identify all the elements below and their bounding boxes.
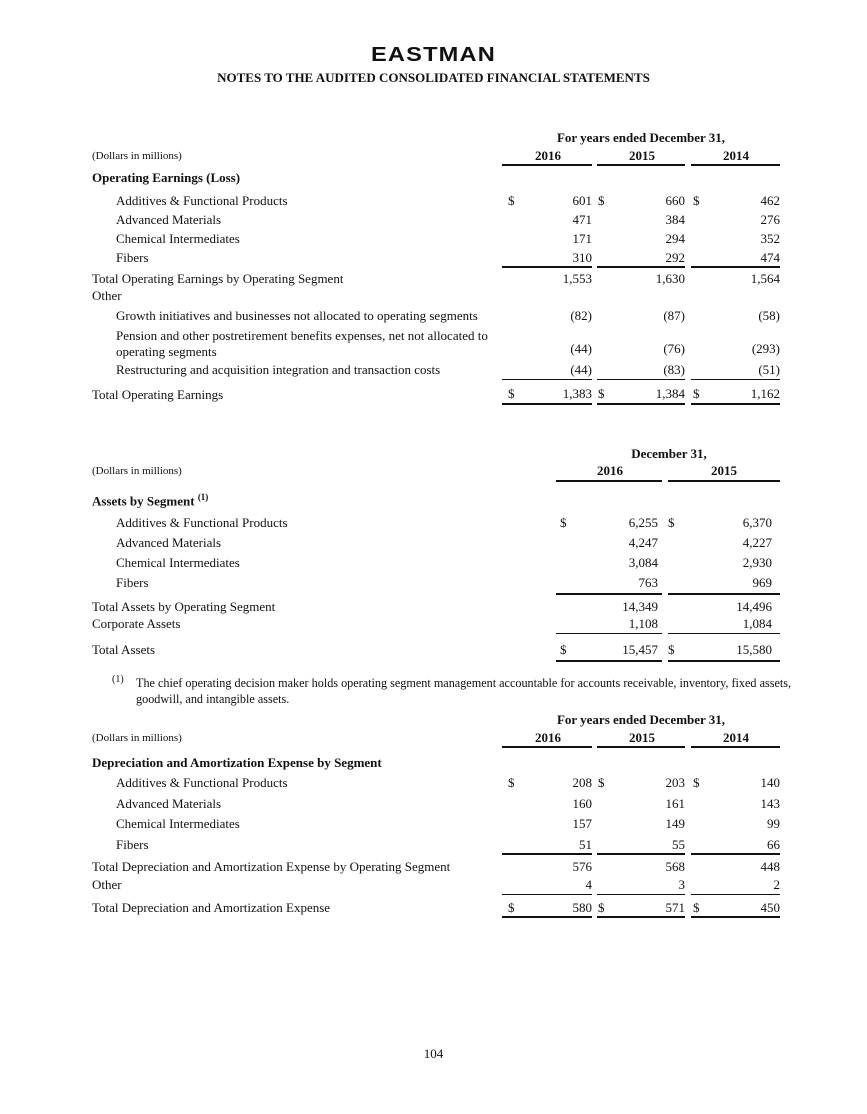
row-label: Chemical Intermediates: [116, 555, 240, 570]
cell-value: (58): [758, 308, 780, 323]
row-label: Restructuring and acquisition integration and transaction costs: [116, 362, 441, 377]
cell-value: (44): [570, 362, 592, 377]
cell-value: 161: [665, 796, 685, 811]
column-rule: [556, 480, 662, 482]
cell-value: 6,255: [628, 515, 658, 530]
cell-value: 4,247: [628, 535, 658, 550]
cell-value: 474: [760, 250, 780, 265]
cell-value: 763: [638, 575, 658, 590]
year-header: 2014: [723, 148, 749, 163]
cell-value: 1,084: [742, 616, 772, 631]
subtotal-rule: [691, 853, 780, 855]
cell-value: (87): [663, 308, 685, 323]
cell-value: 171: [572, 231, 592, 246]
cell-value: 160: [572, 796, 592, 811]
row-label: Total Operating Earnings: [92, 387, 224, 402]
cell-value: 3,084: [628, 555, 658, 570]
cell-value: 580: [572, 900, 592, 915]
cell-value: 3: [678, 877, 685, 892]
company-logo: EASTMAN: [371, 44, 496, 66]
cell-value: 140: [760, 775, 780, 790]
row-label: Total Depreciation and Amortization Expense by Operating Segment: [92, 859, 451, 874]
cell-value: 1,384: [655, 386, 685, 401]
cell-value: 4,227: [742, 535, 772, 550]
cell-value: 149: [665, 816, 685, 831]
cell-value: (293): [751, 341, 780, 356]
subtotal-rule: [502, 853, 592, 855]
cell-value: 352: [760, 231, 780, 246]
row-label: Total Assets: [92, 642, 156, 657]
subtotal-rule: [691, 379, 780, 380]
subtotal-rule: [691, 266, 780, 268]
column-rule: [597, 164, 685, 166]
year-header: 2016: [597, 463, 623, 478]
row-label: Additives & Functional Products: [116, 775, 288, 790]
total-rule: [597, 403, 685, 405]
year-header: 2015: [711, 463, 737, 478]
row-label: Fibers: [116, 575, 149, 590]
cell-value: 15,580: [736, 642, 772, 657]
cell-value: 203: [665, 775, 685, 790]
row-label: Total Assets by Operating Segment: [92, 599, 276, 614]
dollar-sign: $: [693, 775, 700, 790]
row-label: Chemical Intermediates: [116, 816, 240, 831]
column-rule: [502, 746, 592, 748]
row-label: Corporate Assets: [92, 616, 181, 631]
dollar-sign: $: [508, 193, 515, 208]
dollar-sign: $: [560, 515, 567, 530]
page-subtitle: NOTES TO THE AUDITED CONSOLIDATED FINANCIAL STATEMENTS: [217, 70, 650, 85]
cell-value: 310: [572, 250, 592, 265]
section-heading-text: Assets by Segment: [92, 493, 195, 509]
dollar-sign: $: [508, 900, 515, 915]
cell-value: 2: [773, 877, 780, 892]
column-rule: [691, 746, 780, 748]
subtotal-rule: [502, 379, 592, 380]
row-label: Additives & Functional Products: [116, 193, 288, 208]
total-rule: [691, 916, 780, 918]
cell-value: 15,457: [622, 642, 658, 657]
cell-value: 51: [579, 837, 592, 852]
total-rule: [502, 403, 592, 405]
total-rule: [502, 916, 592, 918]
column-rule: [668, 480, 780, 482]
subtotal-rule: [597, 266, 685, 268]
period-header: For years ended December 31,: [556, 130, 726, 145]
row-label: Other: [92, 288, 122, 303]
units-label: (Dollars in millions): [92, 150, 182, 162]
cell-value: (76): [663, 341, 685, 356]
dollar-sign: $: [668, 515, 675, 530]
cell-value: 276: [760, 212, 780, 227]
dollar-sign: $: [508, 386, 515, 401]
cell-value: 450: [760, 900, 780, 915]
column-rule: [597, 746, 685, 748]
cell-value: 1,383: [562, 386, 592, 401]
cell-value: 66: [767, 837, 780, 852]
subtotal-rule: [556, 633, 662, 634]
cell-value: 448: [760, 859, 780, 874]
dollar-sign: $: [598, 775, 605, 790]
units-label: (Dollars in millions): [92, 732, 182, 744]
cell-value: 208: [572, 775, 592, 790]
cell-value: 576: [572, 859, 592, 874]
dollar-sign: $: [693, 900, 700, 915]
row-label: Fibers: [116, 837, 149, 852]
row-label: Pension and other postretirement benefits expenses, net not allocated to: [116, 328, 488, 343]
subtotal-rule: [502, 266, 592, 268]
subtotal-rule: [691, 894, 780, 895]
cell-value: 55: [672, 837, 685, 852]
subtotal-rule: [502, 894, 592, 895]
cell-value: 1,630: [655, 271, 685, 286]
cell-value: 14,349: [622, 599, 658, 614]
year-header: 2015: [629, 730, 655, 745]
subtotal-rule: [597, 853, 685, 855]
cell-value: 143: [760, 796, 780, 811]
dollar-sign: $: [598, 386, 605, 401]
row-label: Advanced Materials: [116, 212, 222, 227]
subtotal-rule: [556, 593, 662, 595]
period-header: For years ended December 31,: [556, 712, 726, 727]
cell-value: 294: [665, 231, 685, 246]
dollar-sign: $: [508, 775, 515, 790]
column-rule: [691, 164, 780, 166]
row-label: Other: [92, 877, 122, 892]
row-label: Total Depreciation and Amortization Expense: [92, 900, 331, 915]
cell-value: 471: [572, 212, 592, 227]
cell-value: 969: [752, 575, 772, 590]
dollar-sign: $: [598, 193, 605, 208]
cell-value: 1,564: [750, 271, 780, 286]
row-label: Chemical Intermediates: [116, 231, 240, 246]
total-rule: [691, 403, 780, 405]
subtotal-rule: [668, 633, 780, 634]
cell-value: 384: [665, 212, 685, 227]
row-label: Additives & Functional Products: [116, 515, 288, 530]
cell-value: 1,108: [628, 616, 658, 631]
cell-value: 660: [665, 193, 685, 208]
cell-value: 157: [572, 816, 592, 831]
cell-value: 571: [665, 900, 685, 915]
cell-value: 292: [665, 250, 685, 265]
row-label: Advanced Materials: [116, 796, 222, 811]
column-rule: [502, 164, 592, 166]
cell-value: 99: [767, 816, 780, 831]
year-header: 2014: [723, 730, 749, 745]
dollar-sign: $: [693, 193, 700, 208]
footnote-text: The chief operating decision maker holds operating segment management accountable for accounts receivable, inventory, fixed assets,: [136, 676, 792, 690]
cell-value: 568: [665, 859, 685, 874]
row-label: Advanced Materials: [116, 535, 222, 550]
cell-value: 14,496: [736, 599, 772, 614]
section-heading: [92, 492, 208, 509]
cell-value: 462: [760, 193, 780, 208]
section-heading: Depreciation and Amortization Expense by Segment: [92, 755, 382, 770]
row-label-continued: operating segments: [116, 344, 217, 359]
cell-value: 2,930: [742, 555, 772, 570]
footnote-marker: (1): [112, 674, 124, 685]
cell-value: 6,370: [742, 515, 772, 530]
total-rule: [668, 660, 780, 662]
dollar-sign: $: [598, 900, 605, 915]
subtotal-rule: [668, 593, 780, 595]
footnote-reference: (1): [197, 492, 209, 502]
cell-value: 4: [585, 877, 592, 892]
total-rule: [597, 916, 685, 918]
subtotal-rule: [597, 894, 685, 895]
row-label: Total Operating Earnings by Operating Segment: [92, 271, 344, 286]
cell-value: (44): [570, 341, 592, 356]
dollar-sign: $: [668, 642, 675, 657]
cell-value: (83): [663, 362, 685, 377]
units-label: (Dollars in millions): [92, 465, 182, 477]
period-header: December 31,: [631, 446, 707, 461]
cell-value: (51): [758, 362, 780, 377]
footnote-text: goodwill, and intangible assets.: [136, 692, 290, 706]
dollar-sign: $: [693, 386, 700, 401]
year-header: 2016: [535, 730, 561, 745]
cell-value: 1,162: [750, 386, 780, 401]
cell-value: 601: [572, 193, 592, 208]
year-header: 2015: [629, 148, 655, 163]
row-label: Fibers: [116, 250, 149, 265]
cell-value: (82): [570, 308, 592, 323]
section-heading: Operating Earnings (Loss): [92, 170, 241, 185]
row-label: Growth initiatives and businesses not allocated to operating segments: [116, 308, 478, 323]
year-header: 2016: [535, 148, 561, 163]
page-number: 104: [423, 1046, 444, 1061]
cell-value: 1,553: [562, 271, 592, 286]
dollar-sign: $: [560, 642, 567, 657]
total-rule: [556, 660, 662, 662]
subtotal-rule: [597, 379, 685, 380]
